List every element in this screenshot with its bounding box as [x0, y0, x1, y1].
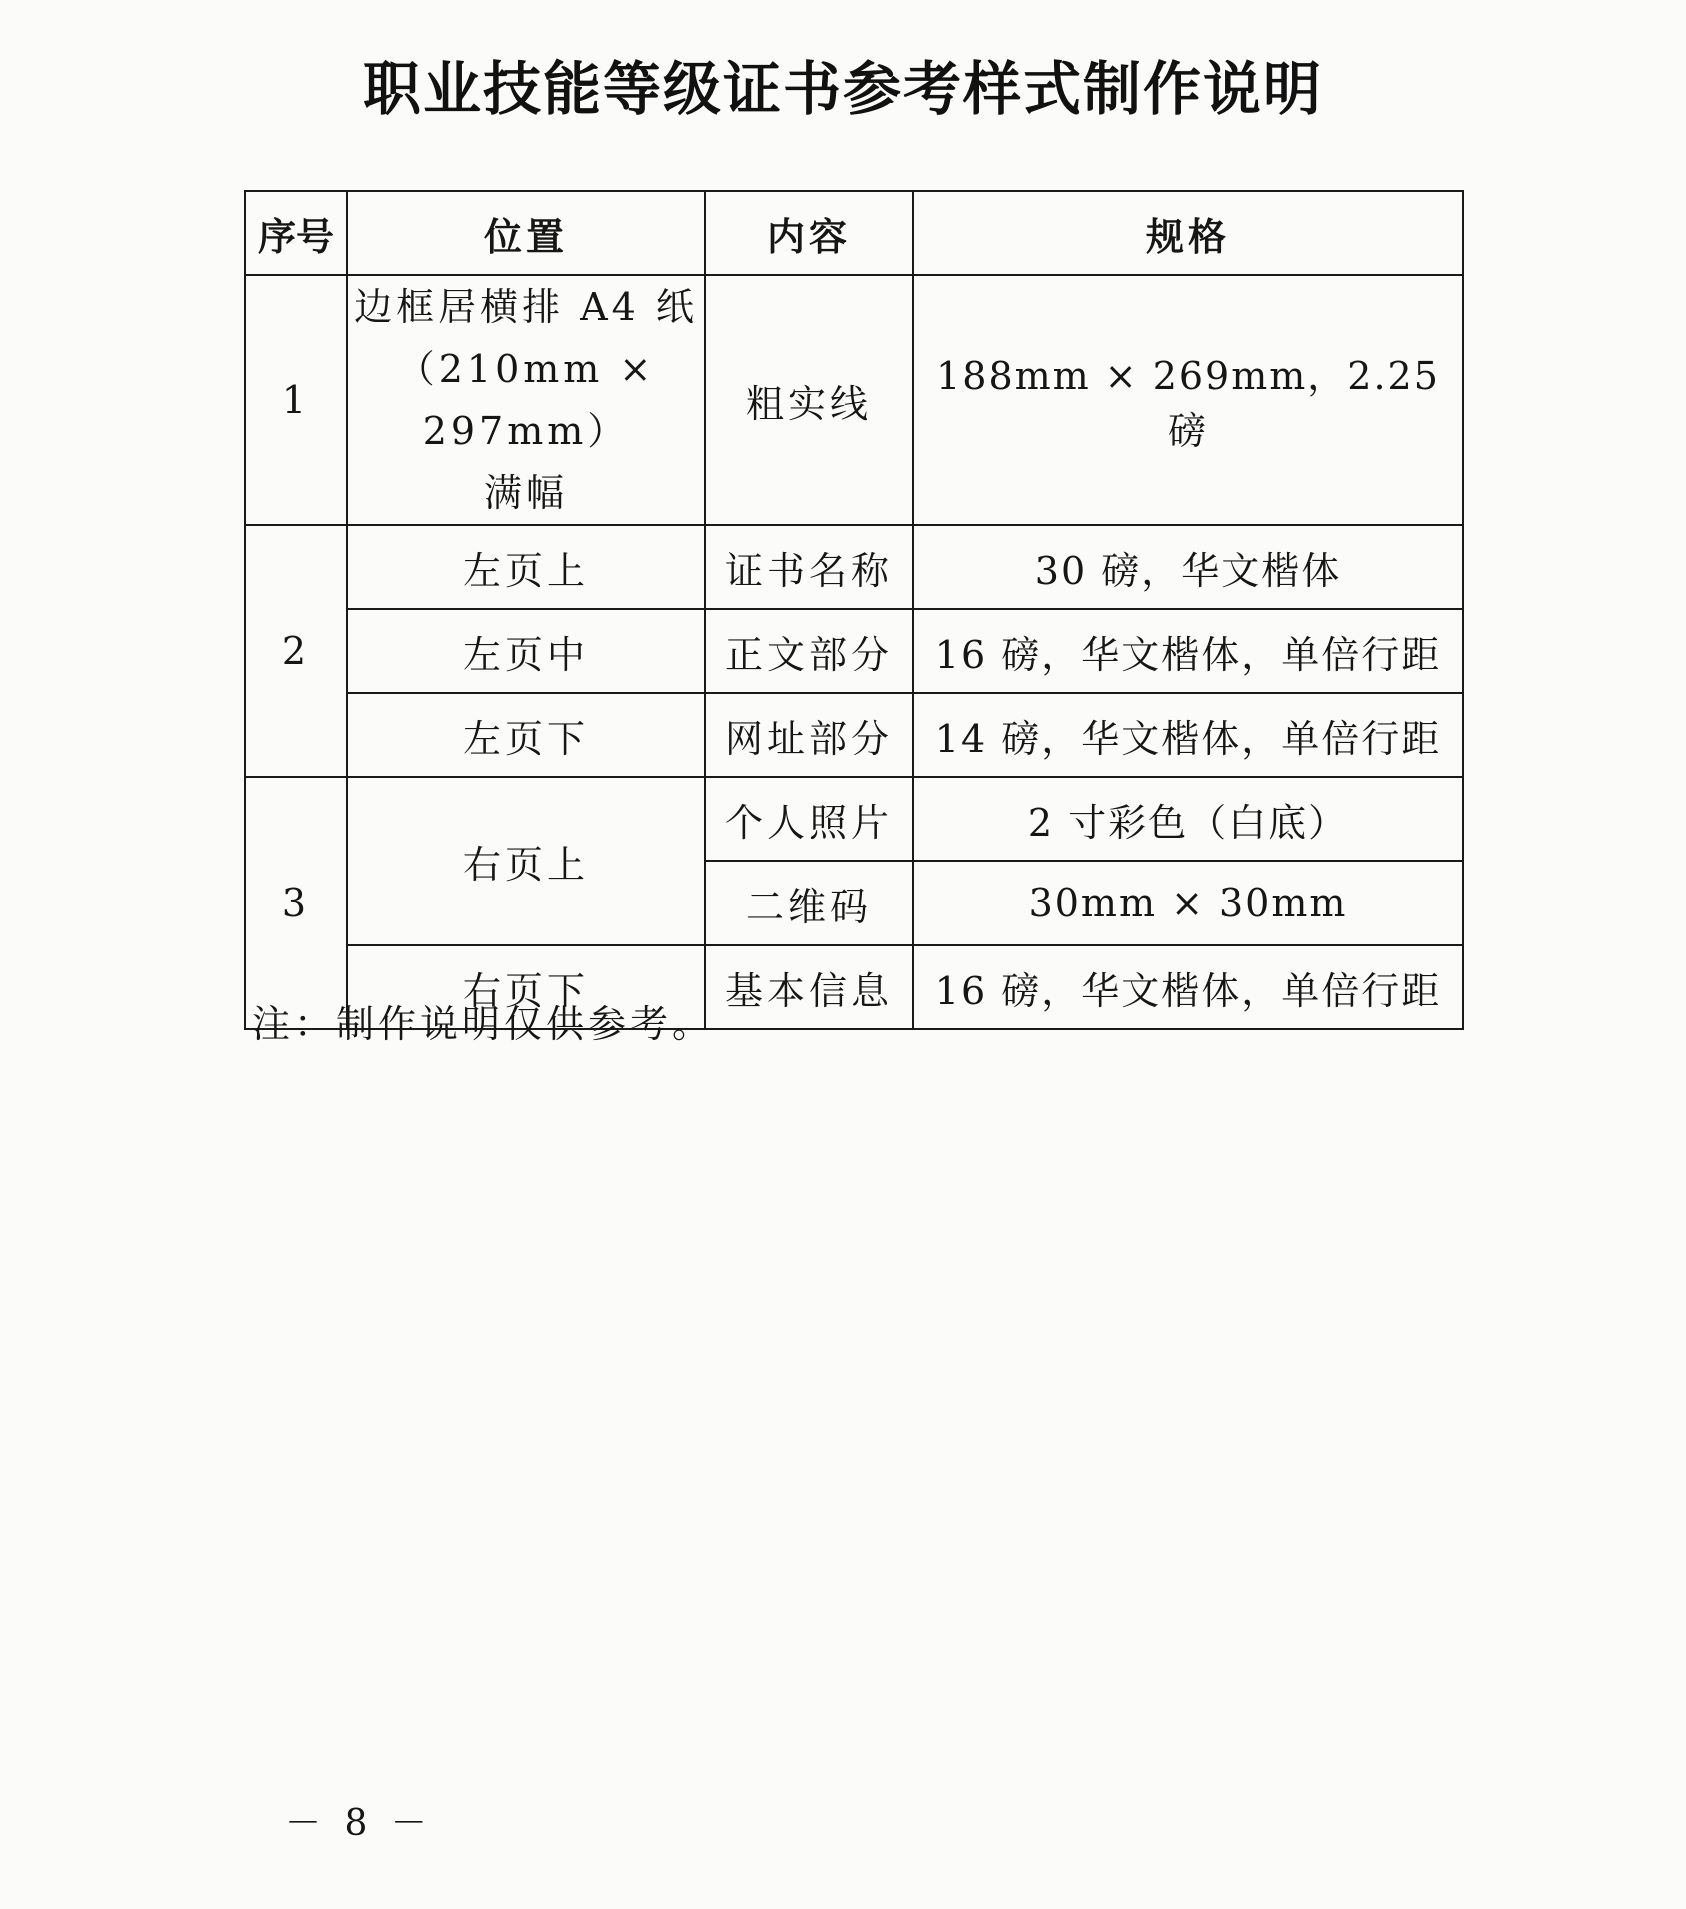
position-cell: 右页上	[347, 777, 705, 945]
table-row	[245, 609, 1463, 693]
header-content: 内容	[705, 191, 913, 275]
spec-table	[244, 190, 1464, 1030]
position-cell	[347, 275, 705, 525]
footnote: 注：制作说明仅供参考。	[252, 1002, 715, 1046]
content-cell: 正文部分	[705, 609, 913, 693]
position-line: 满幅	[483, 471, 568, 515]
header-position: 位置	[347, 191, 705, 275]
seq-cell: 1	[245, 275, 347, 525]
spec-cell: 16 磅，华文楷体，单倍行距	[913, 945, 1463, 1029]
table-row	[245, 777, 1463, 861]
header-seq: 序号	[245, 191, 347, 275]
content-cell: 基本信息	[705, 945, 913, 1029]
spec-cell: 30 磅，华文楷体	[913, 525, 1463, 609]
position-line: （210mm × 297mm）	[396, 347, 656, 453]
spec-cell: 2 寸彩色（白底）	[913, 777, 1463, 861]
table-header-row	[245, 191, 1463, 275]
spec-cell: 16 磅，华文楷体，单倍行距	[913, 609, 1463, 693]
position-cell: 右页下	[347, 945, 705, 1029]
content-cell: 个人照片	[705, 777, 913, 861]
position-cell: 左页下	[347, 693, 705, 777]
content-cell: 二维码	[705, 861, 913, 945]
position-line: 边框居横排 A4 纸	[354, 285, 698, 329]
content-cell: 证书名称	[705, 525, 913, 609]
seq-cell: 2	[245, 525, 347, 777]
seq-cell: 3	[245, 777, 347, 1029]
spec-cell: 30mm × 30mm	[913, 861, 1463, 945]
page-number: － 8 －	[285, 1803, 433, 1844]
table-row	[245, 693, 1463, 777]
table-row	[245, 525, 1463, 609]
page-title: 职业技能等级证书参考样式制作说明	[362, 55, 1323, 123]
position-cell: 左页上	[347, 525, 705, 609]
position-cell: 左页中	[347, 609, 705, 693]
spec-cell: 188mm × 269mm，2.25 磅	[913, 275, 1463, 525]
content-cell: 粗实线	[705, 275, 913, 525]
spec-cell: 14 磅，华文楷体，单倍行距	[913, 693, 1463, 777]
header-spec: 规格	[913, 191, 1463, 275]
content-cell: 网址部分	[705, 693, 913, 777]
table-row	[245, 275, 1463, 525]
